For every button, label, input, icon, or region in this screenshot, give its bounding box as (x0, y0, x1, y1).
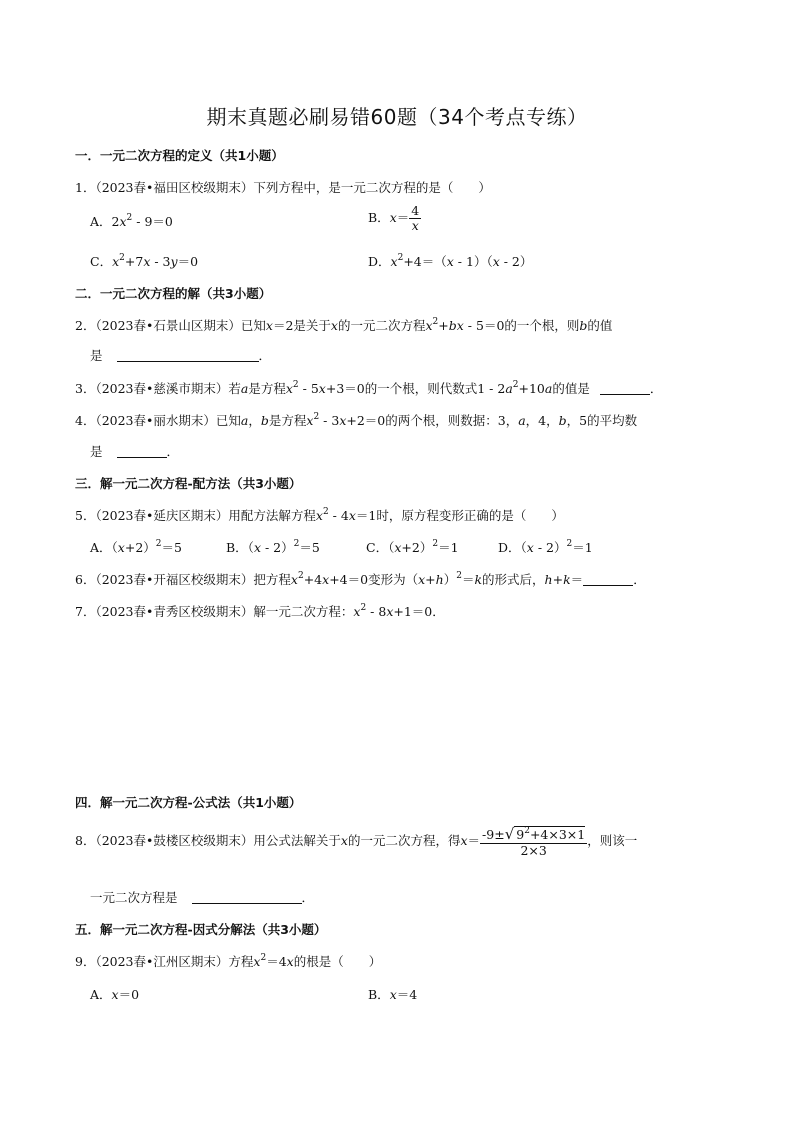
question-5-option-d: D．（x - 2）$^2$＝1 (498, 539, 593, 555)
question-5-option-a: A．$(x+2)^2=5$ (90, 539, 182, 555)
question-2-line-2-text: 是 (90, 348, 103, 363)
question-2-prefix: 2．（2023春•石景山区期末）已知 (75, 318, 266, 333)
question-1-stem: 1．（2023春•福田区校级期末）下列方程中，是一元二次方程的是（ ） (75, 180, 491, 195)
question-8-line-1: 8．（2023春•鼓楼区校级期末）用公式法解关于x的一元二次方程，得x＝ $\frac{-9\pm√ 9^2+4\times 3\times 1}{2\times 3}$ ，则该一 (75, 825, 638, 858)
question-5-prefix: 5．（2023春•延庆区期末）用配方法解方程 (75, 508, 316, 523)
answer-blank[interactable] (583, 573, 633, 586)
question-3: 3．（2023春•慈溪市期末）若a是方程$x^2 - 5x+3=0$的一个根，则代数式$1 - 2a^2+10a$的值是 ． (75, 380, 663, 396)
question-5-option-b: B．（x - 2）$^2$＝5 (226, 539, 320, 555)
question-8-prefix: 8．（2023春•鼓楼区校级期末）用公式法解关于 (75, 833, 341, 849)
question-6: 6．（2023春•开福区校级期末）把方程$x^2+4x+4=0$变形为$(x+h)^2=k$的形式后，h+k＝ ． (75, 571, 646, 587)
answer-blank[interactable] (192, 891, 302, 904)
section-heading: 四．解一元二次方程-公式法（共1小题） (75, 795, 302, 810)
question-7-prefix: 7．（2023春•青秀区校级期末）解一元二次方程： (75, 604, 354, 619)
option-letter: C． (90, 254, 113, 269)
section-heading: 一．一元二次方程的定义（共1小题） (75, 148, 284, 163)
option-letter: A． (90, 214, 112, 229)
question-8-line-2: 一元二次方程是 ． (90, 890, 315, 905)
question-1-option-a: A．$2x^2 - 9=0$ (90, 213, 173, 229)
question-9-option-a: A．x＝0 (90, 987, 140, 1002)
question-7: 7．（2023春•青秀区校级期末）解一元二次方程：$x^2 - 8x+1=0$． (75, 603, 445, 619)
question-3-prefix: 3．（2023春•慈溪市期末）若 (75, 381, 241, 396)
question-2-line-1: 2．（2023春•石景山区期末）已知x＝2是关于x的一元二次方程$x^2+bx - 5=0$的一个根，则b的值 (75, 317, 613, 333)
option-letter: D． (368, 254, 391, 269)
question-2-line-2: 是 ． (90, 348, 272, 363)
formula-fraction: $\frac{-9\pm√ 9^2+4\times 3\times 1}{2\times 3}$ (482, 825, 586, 858)
answer-blank[interactable] (117, 445, 167, 458)
question-4-line-2-text: 是 (90, 444, 103, 459)
answer-blank[interactable] (600, 382, 650, 395)
option-letter: B． (368, 209, 390, 225)
answer-blank[interactable] (117, 349, 259, 362)
question-5-option-c: C．$(x+2)^2=1$ (366, 539, 459, 555)
section-heading: 五．解一元二次方程-因式分解法（共3小题） (75, 922, 327, 937)
question-6-prefix: 6．（2023春•开福区校级期末）把方程 (75, 572, 291, 587)
question-5-stem: 5．（2023春•延庆区期末）用配方法解方程$x^2 - 4x=1$时，原方程变形正确的是（ ） (75, 507, 564, 523)
question-9-stem: 9．（2023春•江州区期末）方程$x^2=4x$的根是（ ） (75, 953, 382, 969)
question-1-option-c: C．$x^2+7x - 3y=0$ (90, 253, 199, 269)
page-title: 期末真题必刷易错60题（34个考点专练） (206, 105, 588, 129)
question-9-prefix: 9．（2023春•江州区期末）方程 (75, 954, 254, 969)
question-1-option-b: B．x＝ $\frac{4}{x}$ (368, 203, 420, 233)
question-4-line-2: 是 ． (90, 444, 180, 459)
question-9-option-b: B．x＝4 (368, 987, 418, 1002)
section-heading: 三．解一元二次方程-配方法（共3小题） (75, 476, 302, 491)
question-8-line-2-text: 一元二次方程是 (90, 890, 178, 905)
section-heading: 二．一元二次方程的解（共3小题） (75, 286, 272, 301)
question-1-option-d: D．$x^2+4=(x - 1)(x - 2)$ (368, 253, 533, 269)
question-4-line-1: 4．（2023春•丽水期末）已知a，b是方程$x^2 - 3x+2=0$的两个根，则数据：3，a，4，b，5的平均数 (75, 412, 638, 428)
question-4-prefix: 4．（2023春•丽水期末）已知 (75, 413, 241, 428)
